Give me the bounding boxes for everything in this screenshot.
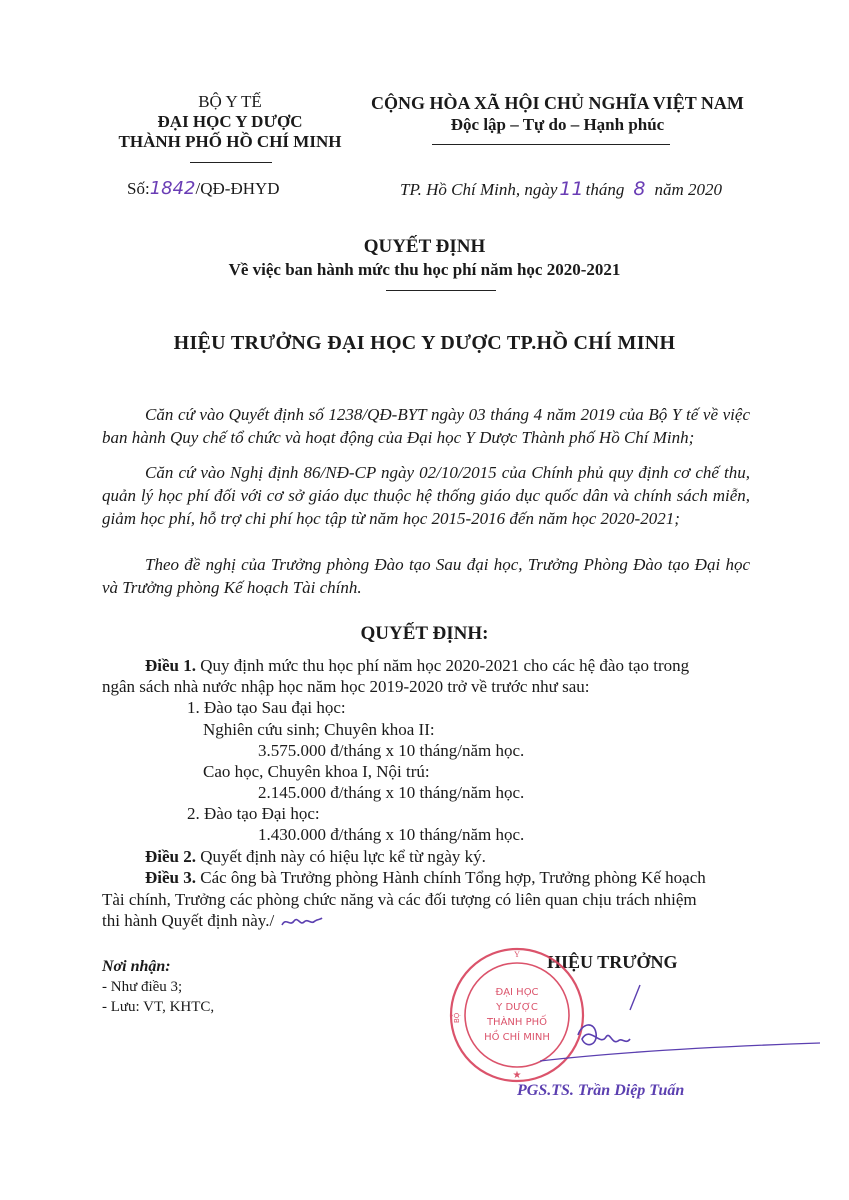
national-header	[355, 92, 760, 136]
article3-text1: Các ông bà Trưởng phòng Hành chính Tổng hợp, Trưởng phòng Kế hoạch	[200, 868, 706, 887]
article2	[145, 847, 486, 867]
preamble-3: Theo đề nghị của Trưởng phòng Đào tạo Sau đại học, Trưởng Phòng Đào tạo Đại học và Trưởng phòng Kế hoạch Tài chính.	[102, 555, 750, 597]
signer-name: PGS.TS. Trần Diệp Tuấn	[517, 1082, 685, 1099]
number-handwritten: 1842	[149, 178, 196, 199]
date-day: 11	[559, 178, 584, 200]
recipient-item: - Như điều 3;	[102, 979, 183, 995]
national-motto: Độc lập – Tự do – Hạnh phúc	[450, 115, 665, 134]
handwritten-signature	[500, 975, 830, 1075]
article1-label: Điều 1.	[145, 656, 196, 675]
stamp-line-2: Y DƯỢC	[496, 1002, 538, 1013]
article3-line1	[145, 868, 706, 888]
article1-text1: Quy định mức thu học phí năm học 2020-2021 cho các hệ đào tạo trong	[200, 656, 690, 675]
title-divider	[386, 290, 496, 291]
stamp-side-text: BỘ	[453, 1012, 461, 1023]
recipient-item: - Lưu: VT, KHTC,	[102, 999, 215, 1015]
university-name-line1: ĐẠI HỌC Y DƯỢC	[157, 112, 303, 131]
article2-text: Quyết định này có hiệu lực kể từ ngày ký.	[200, 847, 486, 866]
article1-item1b-fee: 2.145.000 đ/tháng x 10 tháng/năm học.	[258, 783, 525, 802]
ministry-name: BỘ Y TẾ	[198, 92, 262, 111]
stamp-star-icon: ★	[512, 1070, 522, 1081]
article3-text3	[102, 911, 324, 931]
stamp-line-1: ĐẠI HỌC	[495, 987, 539, 998]
recipients-block	[102, 957, 214, 1017]
date-month-label: tháng	[585, 180, 625, 199]
article1-item1: 1. Đào tạo Sau đại học:	[187, 698, 346, 717]
date-prefix: TP. Hồ Chí Minh, ngày	[400, 180, 558, 199]
article1-item1a-fee: 3.575.000 đ/tháng x 10 tháng/năm học.	[258, 741, 525, 760]
article3-text3-content: thi hành Quyết định này./	[102, 911, 275, 930]
document-date	[400, 178, 722, 200]
article3-label: Điều 3.	[145, 868, 196, 887]
article3-text2: Tài chính, Trưởng các phòng chức năng và các đối tượng có liên quan chịu trách nhiệm	[102, 890, 697, 909]
article1-line1	[145, 656, 689, 676]
article1-item1a: Nghiên cứu sinh; Chuyên khoa II:	[203, 720, 435, 739]
date-month: 8	[633, 178, 646, 200]
ministry-header	[95, 92, 365, 152]
article1-text2: ngân sách nhà nước nhập học năm học 2019-2020 trở về trước như sau:	[102, 677, 590, 696]
authority-title: HIỆU TRƯỞNG ĐẠI HỌC Y DƯỢC TP.HỒ CHÍ MINH	[173, 332, 676, 354]
decision-subject: Về việc ban hành mức thu học phí năm học 2020-2021	[228, 260, 621, 279]
stamp-top-mark: Y	[514, 950, 520, 959]
national-title: CỘNG HÒA XÃ HỘI CHỦ NGHĨA VIỆT NAM	[371, 93, 744, 113]
recipients-heading: Nơi nhận:	[102, 958, 171, 975]
article2-label: Điều 2.	[145, 847, 196, 866]
preamble-1: Căn cứ vào Quyết định số 1238/QĐ-BYT ngày 03 tháng 4 năm 2019 của Bộ Y tế về việc ban hành Quy chế tổ chức và hoạt động của Đại học Y Dược Thành phố Hồ Chí Minh;	[102, 405, 750, 447]
initials-scribble	[280, 913, 324, 931]
date-year: năm 2020	[654, 180, 722, 199]
header-right-divider	[432, 144, 670, 145]
stamp-line-3: THÀNH PHỐ	[486, 1017, 548, 1028]
number-suffix: /QĐ-ĐHYD	[195, 179, 280, 198]
signature-title: HIỆU TRƯỞNG	[547, 952, 678, 972]
decision-heading: QUYẾT ĐỊNH:	[360, 623, 489, 644]
header-left-divider	[190, 162, 272, 163]
article1-item1b: Cao học, Chuyên khoa I, Nội trú:	[203, 762, 430, 781]
decision-title: QUYẾT ĐỊNH	[363, 236, 486, 257]
university-name-line2: THÀNH PHỐ HỒ CHÍ MINH	[118, 132, 342, 151]
article1-item2-fee: 1.430.000 đ/tháng x 10 tháng/năm học.	[258, 825, 525, 844]
article1-item2: 2. Đào tạo Đại học:	[187, 804, 320, 823]
document-number	[127, 178, 280, 199]
number-label: Số:	[127, 179, 150, 198]
stamp-line-4: HỒ CHÍ MINH	[484, 1032, 550, 1043]
preamble-2: Căn cứ vào Nghị định 86/NĐ-CP ngày 02/10/2015 của Chính phủ quy định cơ chế thu, quản lý học phí đối với cơ sở giáo dục thuộc hệ thống giáo dục quốc dân và chính sách miễn, giảm học phí, hỗ trợ chi phí học tập từ năm học 2015-2016 đến năm học 2020-2021;	[102, 463, 750, 528]
